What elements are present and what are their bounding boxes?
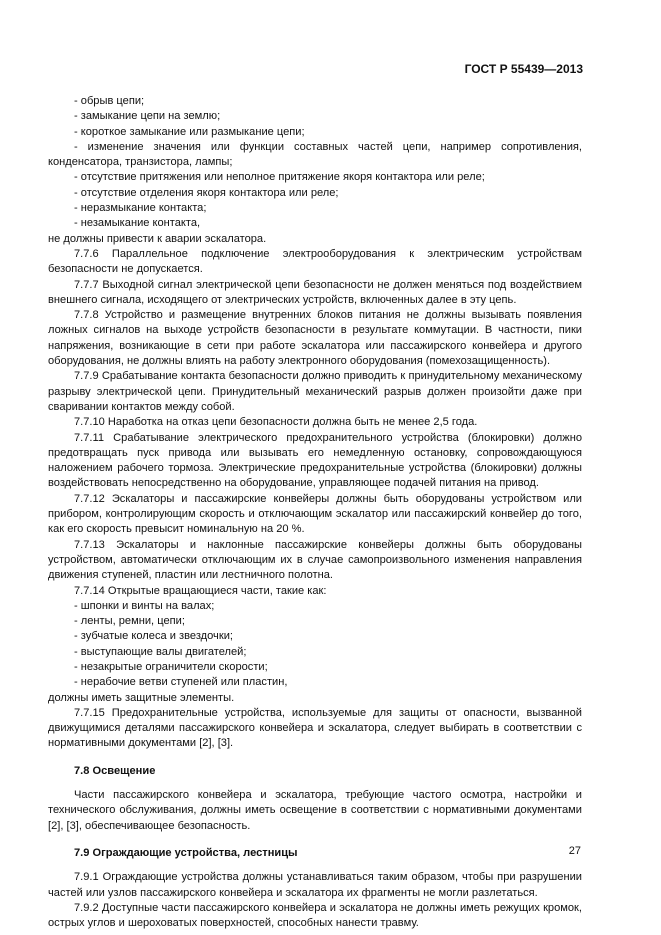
list-item: - зубчатые колеса и звездочки; (74, 630, 233, 643)
list-tail: должны иметь защитные элементы. (48, 691, 235, 704)
paragraph-7-7-11 (48, 431, 582, 492)
section-heading-7-8: 7.8 Освещение (74, 764, 156, 777)
paragraph-7-7-10: 7.7.10 Наработка на отказ цепи безопасности должна быть не менее 2,5 года. (74, 416, 478, 429)
paragraph-7-7-6: 7.7.6 Параллельное подключение электрооборудования к электрическим устройствам безопасности не допускается. (48, 247, 582, 276)
section-heading-7-9: 7.9 Ограждающие устройства, лестницы (74, 846, 298, 859)
list-item: - нерабочие ветви ступеней или пластин, (74, 676, 288, 689)
list-tail: не должны привести к аварии эскалатора. (48, 232, 267, 245)
list-item: - незамыкание контакта, (74, 217, 201, 230)
list-item: - короткое замыкание или размыкание цепи; (74, 125, 305, 138)
list-item: - отсутствие притяжения или неполное притяжение якоря контактора или реле; (74, 171, 485, 184)
document-header: ГОСТ Р 55439—2013 (464, 62, 583, 76)
list-item: - неразмыкание контакта; (74, 202, 207, 215)
list-item: - незакрытые ограничители скорости; (74, 660, 268, 673)
list-item: - шпонки и винты на валах; (74, 599, 215, 612)
page-number: 27 (568, 845, 581, 857)
paragraph-7-9-2: 7.9.2 Доступные части пассажирского конвейера и эскалатора не должны иметь режущих кромок, острых углов и шероховатых поверхностей, способных нанести травму. (48, 901, 582, 930)
paragraph-7-7-15: 7.7.15 Предохранительные устройства, используемые для защиты от опасности, вызванной движущимися деталями пассажирского конвейера и эскалатора, следует выбирать в соответствии с нормативными документами [2], [3]. (48, 706, 582, 750)
list-item: - ленты, ремни, цепи; (74, 615, 185, 628)
paragraph-7-7-13: 7.7.13 Эскалаторы и наклонные пассажирские конвейеры должны быть оборудованы устройством, автоматически отключающим их в случае самопроизвольного изменения направления движения ступеней, пластин или лестничного полотна. (48, 538, 582, 582)
document-body (48, 94, 582, 931)
paragraph-7-8: Части пассажирского конвейера и эскалатора, требующие частого осмотра, настройки и технического обслуживания, должны иметь освещение в соответствии с нормативными документами [2], [3], обеспечивающее безопасность. (48, 789, 582, 832)
list-item: - отсутствие отделения якоря контактора или реле; (74, 186, 339, 199)
paragraph-7-7-9: 7.7.9 Срабатывание контакта безопасности должно приводить к принудительному механическому разрыву электрической цепи. Принудительный механический разрыв должен произойти даже при сваривании контактов между собой. (48, 370, 582, 413)
list-item: - обрыв цепи; (74, 95, 145, 107)
list-item: - изменение значения или функции составных частей цепи, например сопротивления, конденсатора, транзистора, лампы; (48, 140, 582, 169)
paragraph-7-7-12: 7.7.12 Эскалаторы и пассажирские конвейеры должны быть оборудованы устройством или прибором, контролирующим скорость и отключающим эскалатор или пассажирский конвейер до того, как его скорость превысит номинальную на 20 %. (48, 492, 582, 536)
list-item: - выступающие валы двигателей; (74, 645, 247, 658)
paragraph-7-9-1: 7.9.1 Ограждающие устройства должны устанавливаться таким образом, чтобы при разрушении частей или узлов пассажирского конвейера и эскалатора их фрагменты не могли разлетаться. (48, 871, 582, 899)
paragraph-7-7-11-part2: Электрические предохранительные устройства (блокировки) должны воздействовать непосредственно на оборудование, управляющее подачей питания на привод. (48, 462, 582, 490)
paragraph-7-7-14: 7.7.14 Открытые вращающиеся части, такие как: (74, 584, 327, 597)
list-item: - замыкание цепи на землю; (74, 110, 221, 123)
paragraph-7-7-7: 7.7.7 Выходной сигнал электрической цепи безопасности не должен меняться под воздействием внешнего сигнала, исходящего от электрических устройств, включенных далее в эту цепь. (48, 278, 582, 306)
paragraph-7-7-11-part1: 7.7.11 Срабатывание электрического предохранительного устройства (блокировки) должно предотвращать пуск привода или вызывать его немедленную остановку, сопровождающуюся наложением рабочего тормоза. (48, 431, 582, 475)
paragraph-7-7-8: 7.7.8 Устройство и размещение внутренних блоков питания не должны вызывать появления ложных сигналов на выходе устройств безопасности в результате коммутации. В частности, пики напряжения, возникающие в сети при работе эскалатора или пассажирского конвейера и другого оборудования, не должны влиять на работу электронного оборудования (помехозащищенность). (48, 309, 582, 368)
